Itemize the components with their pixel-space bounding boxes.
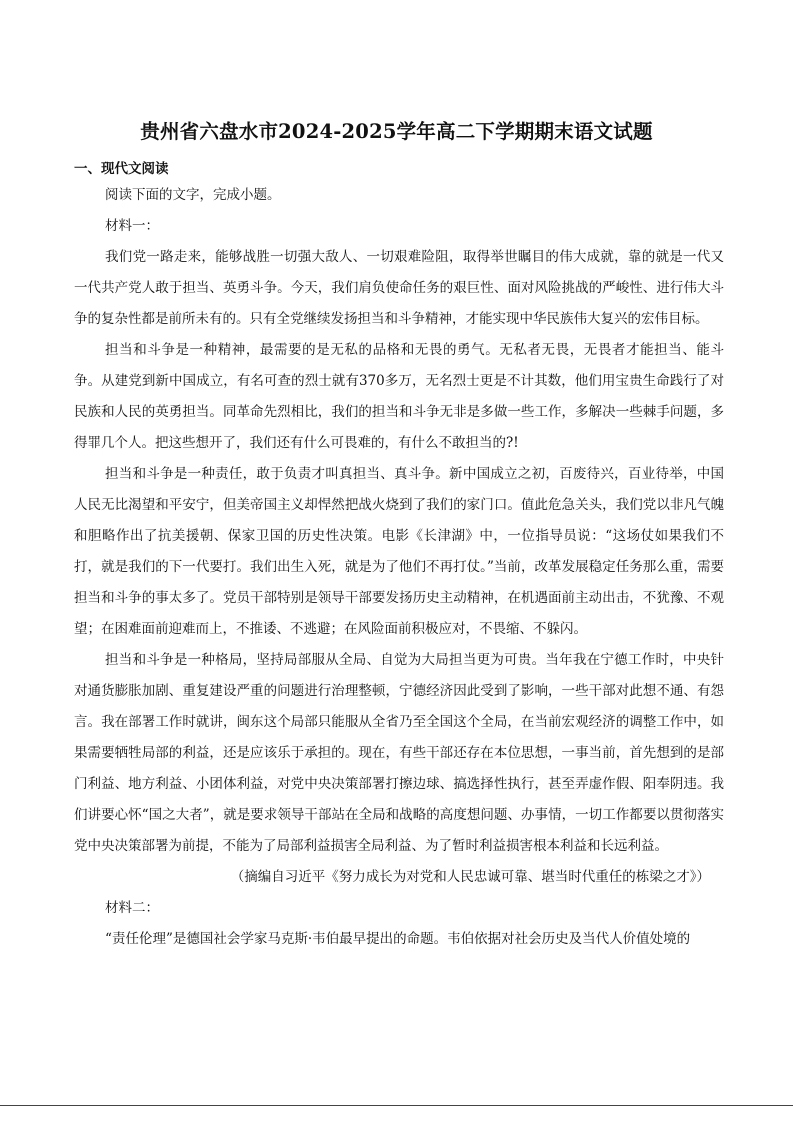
section-heading: 一、现代文阅读 [74, 161, 169, 177]
paragraph: “责任伦理”是德国社会学家马克斯·韦伯最早提出的命题。韦伯依据对社会历史及当代人价值处境的 [105, 931, 691, 947]
source-citation: （摘编自习近平《努力成长为对党和人民忠诚可靠、堪当时代重任的栋梁之才》） [230, 869, 710, 885]
paragraph: 担当和斗争是一种责任，敢于负责才叫真担当、真斗争。新中国成立之初，百废待兴，百业待举，中国人民无比渴望和平安宁，但美帝国主义却悍然把战火烧到了我们的家门口。值此危急关头，我们党以非凡气魄和胆略作出了抗美援朝、保家卫国的历史性决策。电影《长津湖》中，一位指导员说：“这场仗如果我们不打，就是我们的下一代要打。我们出生入死，就是为了他们不再打仗。”当前，改革发展稳定任务那么重，需要担当和斗争的事太多了。党员干部特别是领导干部要发扬历史主动精神，在机遇面前主动出击，不犹豫、不观望；在困难面前迎难而上，不推诿、不逃避；在风险面前积极应对，不畏缩、不躲闪。 [74, 466, 724, 637]
paragraph: 担当和斗争是一种格局，坚持局部服从全局、自觉为大局担当更为可贵。当年我在宁德工作时，中央针对通货膨胀加剧、重复建设严重的问题进行治理整顿，宁德经济因此受到了影响，一些干部对此想不通、有怨言。我在部署工作时就讲，闽东这个局部只能服从全省乃至全国这个全局，在当前宏观经济的调整工作中，如果需要牺牲局部的利益，还是应该乐于承担的。现在，有些干部还存在本位思想，一事当前，首先想到的是部门利益、地方利益、小团体利益，对党中央决策部署打擦边球、搞选择性执行，甚至弄虚作假、阳奉阴违。我们讲要心怀“国之大者”，就是要求领导干部站在全局和战略的高度想问题、办事情，一切工作都要以贯彻落实党中央决策部署为前提，不能为了局部利益损害全局利益、为了暂时利益损害根本利益和长远利益。 [74, 652, 724, 854]
footer-rule [0, 1105, 793, 1106]
material-label: 材料一： [105, 218, 160, 234]
paragraph: 担当和斗争是一种精神，最需要的是无私的品格和无畏的勇气。无私者无畏，无畏者才能担当、能斗争。从建党到新中国成立，有名可查的烈士就有370多万，无名烈士更是不计其数，他们用宝贵生命践行了对民族和人民的英勇担当。同革命先烈相比，我们的担当和斗争无非是多做一些工作，多解决一些棘手问题，多得罪几个人。把这些想开了，我们还有什么可畏难的，有什么不敢担当的?! [74, 342, 724, 451]
page-title: 贵州省六盘水市2024-2025学年高二下学期期末语文试题 [140, 120, 653, 143]
instruction-text: 阅读下面的文字，完成小题。 [105, 187, 281, 203]
material-label: 材料二： [105, 900, 160, 916]
document-body [74, 180, 724, 955]
paragraph: 我们党一路走来，能够战胜一切强大敌人、一切艰难险阻，取得举世瞩目的伟大成就，靠的就是一代又一代共产党人敢于担当、英勇斗争。今天，我们肩负使命任务的艰巨性、面对风险挑战的严峻性、进行伟大斗争的复杂性都是前所未有的。只有全党继续发扬担当和斗争精神，才能实现中华民族伟大复兴的宏伟目标。 [74, 249, 724, 327]
